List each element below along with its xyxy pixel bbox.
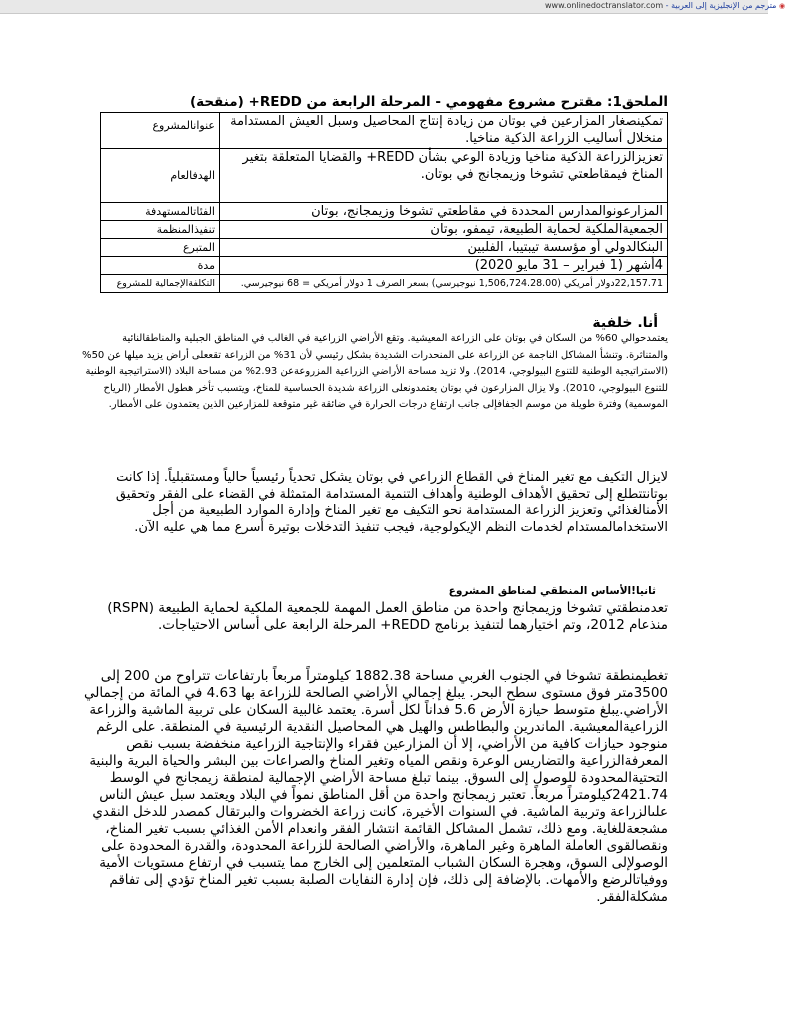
project-info-table (100, 112, 668, 293)
donor-label: المتبرع (101, 239, 220, 257)
implementing-org-value: الجمعيةالملكية لحماية الطبيعة، تيمفو، بوتان (220, 221, 668, 239)
duration-label: مدة (101, 257, 220, 275)
watermark-url[interactable]: www.onlinedoctranslator.com (545, 1, 664, 10)
table-row (101, 239, 668, 257)
duration-value: 4أشهر (1 فبراير – 31 مايو 2020) (220, 257, 668, 275)
rationale-paragraph: تعدمنطقتي تشوخا وزيمجانج واحدة من مناطق العمل المهمة للجمعية الملكية لحماية الطبيعة (RSPN) منذعام 2012، وتم اختيارهما لتنفيذ برنامج REDD+ المرحلة الرابعة على أساس الاحتياجات. (107, 600, 668, 633)
table-row (101, 275, 668, 293)
watermark-separator: - (663, 1, 672, 10)
total-cost-label: التكلفةالإجمالية للمشروع (101, 275, 220, 293)
implementing-org-label: تنفيذالمنظمة (101, 221, 220, 239)
adaptation-paragraph: لايزال التكيف مع تغير المناخ في القطاع الزراعي في بوتان يشكل تحدياً رئيسياً حالياً ومستقبلياً. إذا كانت بوتانتتطلع إلى تحقيق الأهداف الوطنية وأهداف التنمية المستدامة المتمثلة في القضاء على الفقر وتحقيق الأمنالغذائي وتعزيز الزراعة المستدامة نحو التكيف مع تغير المناخ وإدارة الموارد الطبيعية من أجل الاستخدامالمستدام لخدمات النظم الإيكولوجية، فيجب تنفيذ التدخلات بوتيرة أسرع مما هي عليه الآن. (115, 470, 668, 535)
target-groups-label: الفئاتالمستهدفة (101, 203, 220, 221)
rationale-heading: ثانيا!الأساس المنطقي لمناطق المشروع (448, 585, 656, 597)
table-row (101, 257, 668, 275)
districts-paragraph: تغطيمنطقة تشوخا في الجنوب الغربي مساحة 1882.38 كيلومتراً مربعاً بارتفاعات تتراوح من 200 إلى 3500متر فوق مستوى سطح البحر. يبلغ إجمالي الأراضي الصالحة للزراعة بها 4.63 في المائة من إجمالي الأراضي.يبلغ متوسط حيازة الأرض 5.6 فداناً لكل أسرة. يعتمد غالبية السكان على تربية الماشية والزراعة الزراعيةالمعيشية. الماندرين والبطاطس والهيل هي المحاصيل النقدية الرئيسية في المنطقة. على الرغم منوجود حيازات كافية من الأراضي، إلا أن المزارعين فقراء والإنتاجية الزراعية منخفضة بسبب نقص المعرفةالزراعية والتضاريس الوعرة ونقص المياه وتغير المناخ والصراعات بين البشر والحياة البرية والبنية التحتيةالمحدودة للوصول إلى السوق. بينما تبلغ مساحة الأراضي الإجمالية لمنطقة زيمجانج في الوسط 2421.74كيلومتراً مربعاً. تعتبر زيمجانج واحدة من أقل المناطق نمواً في البلاد ويعتمد سبل عيش الناس علىالزراعة وتربية الماشية. في السنوات الأخيرة، كانت زراعة الخضروات والبرتقال كمصدر للدخل النقدي مشجعةللغاية. ومع ذلك، تشمل المشاكل القائمة انتشار الفقر وانعدام الأمن الغذائي بسبب تغير المناخ، ونقصالقوى العاملة الماهرة وغير الماهرة، والأراضي الصالحة للزراعة المحدودة، والقدرة المحدودة على الوصولإلى السوق، وهجرة السكان الشباب المتعلمين إلى الخارج مما يتسبب في ارتفاع مستويات الأمية ووفياتالرضع والأمهات. بالإضافة إلى ذلك، فإن إدارة النفايات الصلبة بسبب تغير المناخ تؤدي إلى تفاقم مشكلةالفقر. (84, 668, 668, 905)
table-row (101, 203, 668, 221)
background-heading: أنا. خلفية (592, 315, 658, 331)
table-row (101, 221, 668, 239)
overall-goal-value: تعزيزالزراعة الذكية مناخيا وزيادة الوعي بشأن REDD+ والقضايا المتعلقة بتغير المناخ فيمقاطعتي تشوخا وزيمجانج في بوتان. (220, 149, 668, 203)
project-title-label: عنوانالمشروع (101, 113, 220, 149)
background-paragraph: يعتمدحوالي 60% من السكان في بوتان على الزراعة المعيشية. وتقع الأراضي الزراعية في الغالب في المناطق الجبلية والمناطقالنائية والمتناثرة. وتنشأ المشاكل الناجمة عن الزراعة على المنحدرات الشديدة بشكل رئيسي لأن 31% من الزراعة تقععلى أراض يزيد ميلها عن 50% (الاستراتيجية الوطنية للتنوع البيولوجي، 2014). ولا تزيد مساحة الأراضي الزراعية المزروعةعن 2.93% من مساحة البلاد (الاستراتيجية الوطنية للتنوع البيولوجي، 2010). ولا يزال المزارعون في بوتان يعتمدونعلى الزراعة شديدة الحساسية للمناخ، ويتسبب تأخر هطول الأمطار (الرياح الموسمية) وفترة طويلة من موسم الجفافإلى جانب ارتفاع درجات الحرارة في ضائقة غير متوقعة للمزارعين الذين يعتمدون على الأمطار. (82, 333, 668, 411)
annex-title: الملحق1: مقترح مشروع مفهومي - المرحلة الرابعة من REDD+ (منقحة) (189, 94, 668, 110)
translator-watermark-bar (0, 0, 785, 14)
donor-value: البنكالدولي أو مؤسسة تيبتيبا، الفلبين (220, 239, 668, 257)
target-groups-value: المزارعونوالمدارس المحددة في مقاطعتي تشوخا وزيمجانج، بوتان (220, 203, 668, 221)
translator-watermark (545, 1, 785, 11)
total-cost-value: 22,157.71دولار أمريكي (1,506,724.28.00 نيوجيرسي) بسعر الصرف 1 دولار أمريكي = 68 نيوجيرسي. (220, 275, 668, 293)
watermark-label: مترجم من الإنجليزية إلى العربية (671, 1, 777, 10)
table-row (101, 113, 668, 149)
project-title-value: تمكينصغار المزارعين في بوتان من زيادة إنتاج المحاصيل وسبل العيش المستدامة منخلال أساليب الزراعة الذكية مناخيا. (220, 113, 668, 149)
overall-goal-label: الهدفالعام (101, 149, 220, 203)
translate-icon: ◉ (778, 2, 785, 10)
table-row (101, 149, 668, 203)
